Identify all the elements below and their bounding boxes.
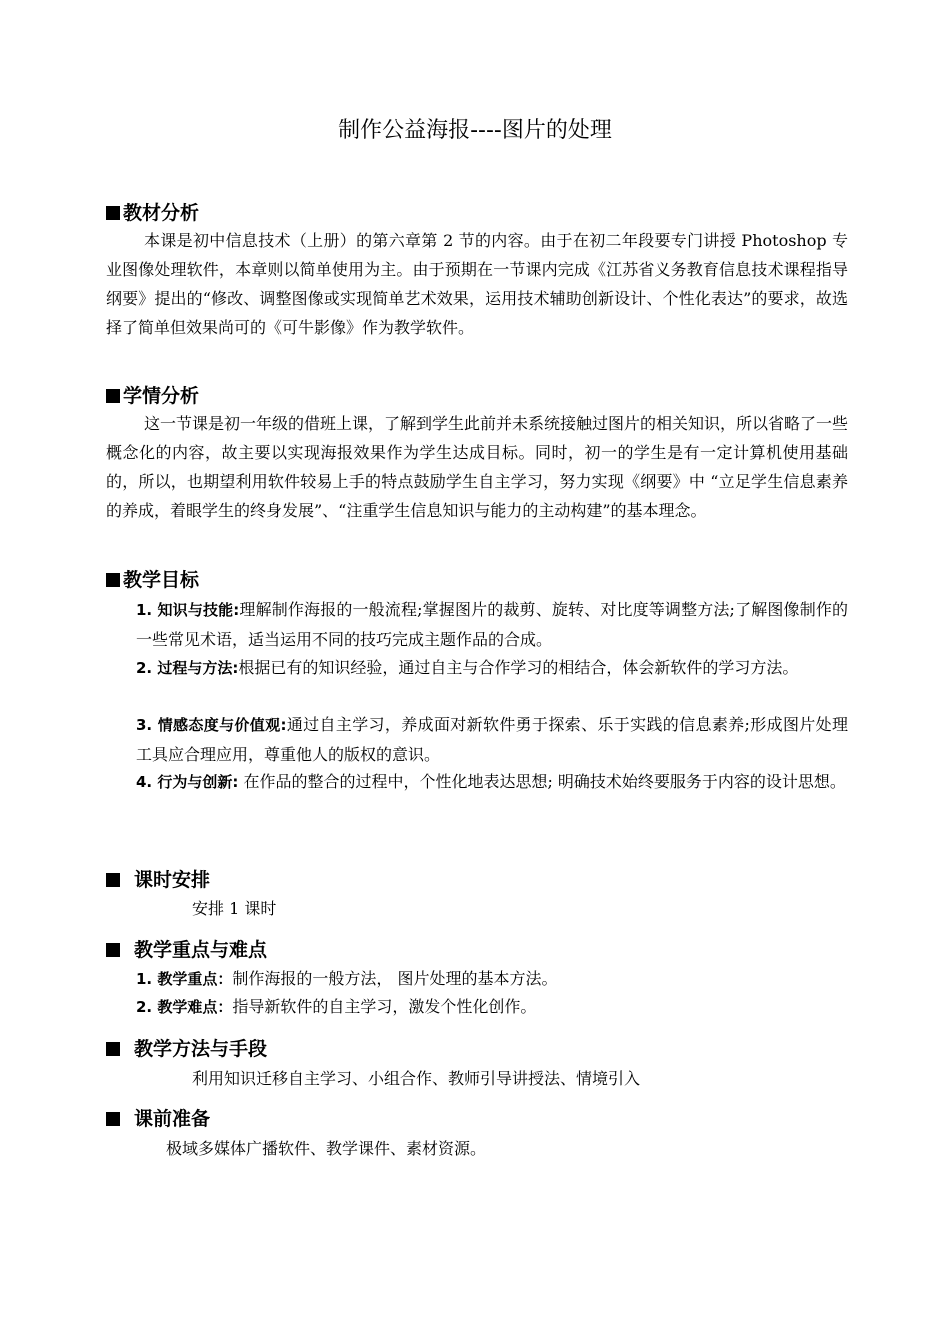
goal-item-knowledge (136, 595, 848, 654)
goal-item-lead: 4. 行为与创新: (136, 773, 239, 791)
goal-item-innovation (136, 767, 848, 797)
student-analysis-paragraph: 这一节课是初一年级的借班上课，了解到学生此前并未系统接触过图片的相关知识，所以省略了一些概念化的内容，故主要以实现海报效果作为学生达成目标。同时，初一的学生是有一定计算机使用基础的，所以，也期望利用软件较易上手的特点鼓励学生自主学习，努力实现《纲要》中 “立足学生信息素养的养成，着眼学生的终身发展”、“注重学生信息知识与能力的主动构建”的基本理念。 (106, 414, 849, 520)
keypoint-item-difficulty (136, 992, 536, 1022)
goal-item-lead: 2. 过程与方法: (136, 659, 239, 677)
goal-item-lead: 3. 情感态度与价值观: (136, 716, 287, 734)
square-bullet-icon (106, 873, 120, 887)
square-bullet-icon (106, 943, 120, 957)
section-heading-text: 教学目标 (123, 569, 200, 591)
section-heading-text: 教学重点与难点 (134, 939, 268, 961)
section-heading-goals (106, 567, 199, 593)
prep-text: 极域多媒体广播软件、教学课件、素材资源。 (166, 1139, 487, 1158)
material-analysis-paragraph: 本课是初中信息技术（上册）的第六章第 2 节的内容。由于在初二年段要专门讲授 Photoshop 专业图像处理软件，本章则以简单使用为主。由于预期在一节课内完成《江苏省义务教育信息技术课程指导纲要》提出的“修改、调整图像或实现简单艺术效果，运用技术辅助创新设计、个性化表达”的要求，故选择了简单但效果尚可的《可牛影像》作为教学软件。 (106, 231, 848, 337)
goal-item-process (136, 653, 848, 683)
hours-text: 安排 1 课时 (192, 899, 277, 918)
keypoint-item-text: 指导新软件的自主学习，激发个性化创作。 (232, 997, 537, 1016)
keypoint-item-lead: 1. 教学重点： (136, 970, 233, 988)
square-bullet-icon (106, 573, 120, 587)
section-heading-material (106, 200, 199, 226)
goal-item-attitude (136, 710, 848, 769)
goal-item-text: 理解制作海报的一般流程;掌握图片的裁剪、旋转、对比度等调整方法;了解图像制作的一些常见术语，适当运用不同的技巧完成主题作品的合成。 (136, 600, 848, 649)
goal-item-lead: 1. 知识与技能: (136, 601, 240, 619)
goal-item-text: 根据已有的知识经验，通过自主与合作学习的相结合，体会新软件的学习方法。 (238, 658, 799, 677)
section-heading-text: 课时安排 (134, 869, 211, 891)
square-bullet-icon (106, 1042, 120, 1056)
keypoint-item-lead: 2. 教学难点： (136, 998, 233, 1016)
section-heading-text: 教学方法与手段 (134, 1038, 268, 1060)
section-heading-text: 学情分析 (123, 385, 200, 407)
section-heading-prep (106, 1106, 210, 1132)
section-heading-students (106, 383, 199, 409)
document-title: 制作公益海报----图片的处理 (338, 118, 612, 143)
section-heading-text: 教材分析 (123, 202, 200, 224)
keypoint-item-focus (136, 964, 557, 994)
section-heading-methods (106, 1036, 267, 1062)
methods-text: 利用知识迁移自主学习、小组合作、教师引导讲授法、情境引入 (192, 1069, 641, 1088)
square-bullet-icon (106, 389, 120, 403)
square-bullet-icon (106, 206, 120, 220)
section-heading-text: 课前准备 (134, 1108, 211, 1130)
section-heading-hours (106, 867, 210, 893)
keypoint-item-text: 制作海报的一般方法， 图片处理的基本方法。 (232, 969, 558, 988)
goal-item-text: 在作品的整合的过程中，个性化地表达思想; 明确技术始终要服务于内容的设计思想。 (238, 772, 846, 791)
goal-item-text: 通过自主学习，养成面对新软件勇于探索、乐于实践的信息素养;形成图片处理工具应合理应用，尊重他人的版权的意识。 (136, 715, 848, 764)
section-heading-keypoints (106, 937, 267, 963)
square-bullet-icon (106, 1112, 120, 1126)
